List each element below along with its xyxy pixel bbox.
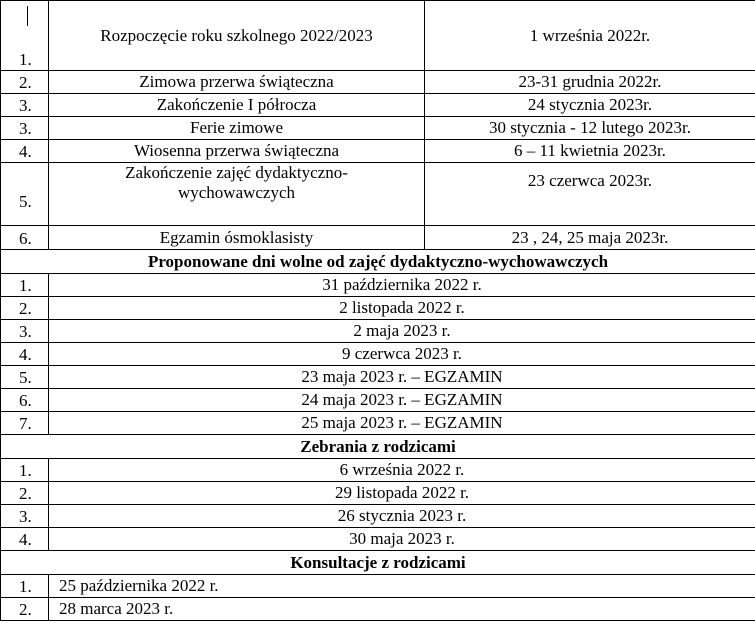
section-header-row [1, 435, 755, 459]
row-number: 3. [1, 117, 49, 140]
row-number: 5. [1, 366, 49, 389]
day-off-date: 31 października 2022 r. [49, 274, 755, 297]
consultations-heading: Konsultacje z rodzicami [1, 551, 755, 575]
event-name: Zimowa przerwa świąteczna [49, 71, 425, 94]
row-number: 6. [1, 226, 49, 250]
consultation-row [1, 598, 755, 621]
consultation-date: 28 marca 2023 r. [49, 598, 755, 621]
event-name: Wiosenna przerwa świąteczna [49, 140, 425, 163]
event-name: Zakończenie zajęć dydaktyczno-wychowawczych [49, 163, 425, 226]
days-off-row [1, 366, 755, 389]
days-off-row [1, 274, 755, 297]
text-cursor [27, 6, 28, 26]
consultation-row [1, 575, 755, 598]
meeting-date: 6 września 2022 r. [49, 459, 755, 482]
calendar-row [1, 1, 755, 71]
meeting-date: 29 listopada 2022 r. [49, 482, 755, 505]
days-off-row [1, 297, 755, 320]
row-number: 7. [1, 412, 49, 435]
calendar-row [1, 226, 755, 250]
row-number: 1. [1, 575, 49, 598]
row-number: 3. [1, 94, 49, 117]
row-number: 1. [1, 459, 49, 482]
meeting-date: 26 stycznia 2023 r. [49, 505, 755, 528]
consultation-date: 25 października 2022 r. [49, 575, 755, 598]
calendar-row [1, 163, 755, 226]
row-number: 4. [1, 528, 49, 551]
row-number: 6. [1, 389, 49, 412]
event-name: Rozpoczęcie roku szkolnego 2022/2023 [49, 1, 425, 71]
day-off-date: 24 maja 2023 r. – EGZAMIN [49, 389, 755, 412]
row-number: 3. [1, 320, 49, 343]
row-number: 4. [1, 140, 49, 163]
row-number: 2. [1, 482, 49, 505]
days-off-row [1, 389, 755, 412]
meeting-row [1, 459, 755, 482]
meeting-row [1, 505, 755, 528]
event-date: 24 stycznia 2023r. [425, 94, 755, 117]
event-date: 23-31 grudnia 2022r. [425, 71, 755, 94]
meeting-row [1, 482, 755, 505]
row-number: 5. [1, 163, 49, 226]
calendar-row [1, 117, 755, 140]
days-off-heading: Proponowane dni wolne od zajęć dydaktyczno-wychowawczych [1, 250, 755, 274]
meeting-row [1, 528, 755, 551]
row-number: 2. [1, 297, 49, 320]
event-date: 1 września 2022r. [425, 1, 755, 71]
days-off-row [1, 320, 755, 343]
days-off-row [1, 343, 755, 366]
row-number-text: 1. [19, 50, 32, 69]
event-date: 30 stycznia - 12 lutego 2023r. [425, 117, 755, 140]
calendar-row [1, 94, 755, 117]
day-off-date: 2 listopada 2022 r. [49, 297, 755, 320]
calendar-row [1, 140, 755, 163]
day-off-date: 25 maja 2023 r. – EGZAMIN [49, 412, 755, 435]
day-off-date: 9 czerwca 2023 r. [49, 343, 755, 366]
meeting-date: 30 maja 2023 r. [49, 528, 755, 551]
row-number [1, 1, 49, 71]
meetings-heading: Zebrania z rodzicami [1, 435, 755, 459]
days-off-row [1, 412, 755, 435]
event-name: Egzamin ósmoklasisty [49, 226, 425, 250]
day-off-date: 23 maja 2023 r. – EGZAMIN [49, 366, 755, 389]
event-date: 23 czerwca 2023r. [425, 163, 755, 226]
row-number: 2. [1, 71, 49, 94]
row-number: 4. [1, 343, 49, 366]
row-number: 2. [1, 598, 49, 621]
section-header-row [1, 250, 755, 274]
calendar-row [1, 71, 755, 94]
event-date: 6 – 11 kwietnia 2023r. [425, 140, 755, 163]
row-number: 3. [1, 505, 49, 528]
event-date: 23 , 24, 25 maja 2023r. [425, 226, 755, 250]
day-off-date: 2 maja 2023 r. [49, 320, 755, 343]
row-number: 1. [1, 274, 49, 297]
section-header-row [1, 551, 755, 575]
event-name: Ferie zimowe [49, 117, 425, 140]
event-name: Zakończenie I półrocza [49, 94, 425, 117]
